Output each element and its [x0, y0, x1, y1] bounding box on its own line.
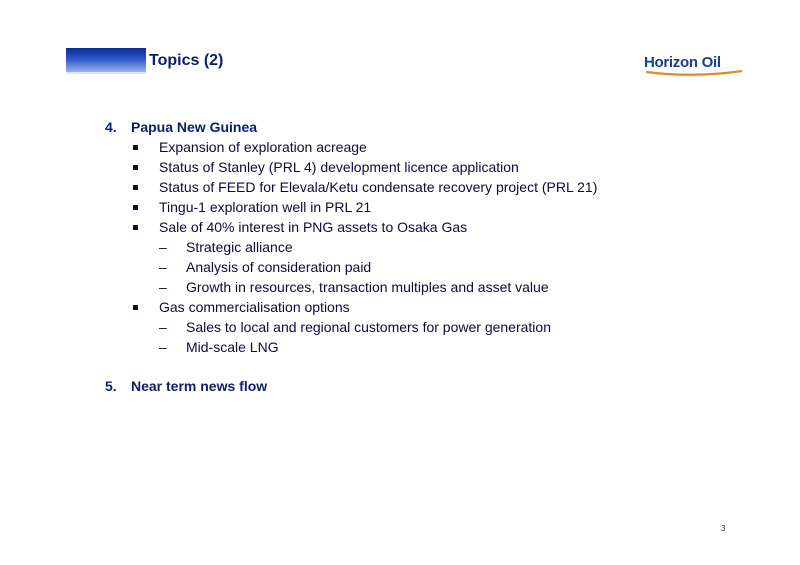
logo-swoosh-icon [644, 69, 744, 77]
dash-bullet: – [159, 239, 167, 255]
horizon-oil-logo [644, 54, 744, 80]
sub-list-item [105, 337, 725, 357]
list-item-text: Sale of 40% interest in PNG assets to Osaka Gas [159, 219, 468, 235]
section-number: 4. [105, 119, 117, 135]
square-bullet-icon [133, 145, 159, 150]
section-heading-png [105, 117, 725, 137]
list-item-text: Tingu-1 exploration well in PRL 21 [159, 199, 372, 215]
section-title: Papua New Guinea [131, 119, 258, 135]
list-item [105, 297, 725, 317]
list-item [105, 197, 725, 217]
list-item [105, 137, 725, 157]
title-accent-bar [66, 48, 146, 72]
title-accent-underline [66, 72, 146, 74]
list-item [105, 157, 725, 177]
sub-list-item [105, 257, 725, 277]
sub-list-item-text: Strategic alliance [186, 239, 293, 255]
sub-list-item [105, 237, 725, 257]
page-number: 3 [721, 524, 726, 533]
section-spacer [105, 357, 725, 376]
square-bullet-icon [133, 225, 159, 230]
list-item-text: Status of Stanley (PRL 4) development licence application [159, 159, 519, 175]
dash-bullet: – [159, 259, 167, 275]
logo-wordmark: Horizon Oil [644, 54, 721, 71]
square-bullet-icon [133, 185, 159, 190]
sub-list-item-text: Analysis of consideration paid [186, 259, 372, 275]
sub-list-item-text: Growth in resources, transaction multiples and asset value [186, 279, 549, 295]
square-bullet-icon [133, 305, 159, 310]
list-item-text: Expansion of exploration acreage [159, 139, 367, 155]
section-heading-news-flow [105, 376, 725, 396]
topics-list [105, 117, 725, 396]
square-bullet-icon [133, 165, 159, 170]
section-title: Near term news flow [131, 378, 268, 394]
square-bullet-icon [133, 205, 159, 210]
dash-bullet: – [159, 279, 167, 295]
list-item [105, 177, 725, 197]
sub-list-item [105, 277, 725, 297]
sub-list-item [105, 317, 725, 337]
list-item-text: Gas commercialisation options [159, 299, 350, 315]
dash-bullet: – [159, 319, 167, 335]
sub-list-item-text: Sales to local and regional customers for power generation [186, 319, 551, 335]
slide-title: Topics (2) [149, 52, 224, 69]
list-item-text: Status of FEED for Elevala/Ketu condensate recovery project (PRL 21) [159, 179, 598, 195]
dash-bullet: – [159, 339, 167, 355]
sub-list-item-text: Mid-scale LNG [186, 339, 279, 355]
list-item [105, 217, 725, 237]
section-number: 5. [105, 378, 117, 394]
